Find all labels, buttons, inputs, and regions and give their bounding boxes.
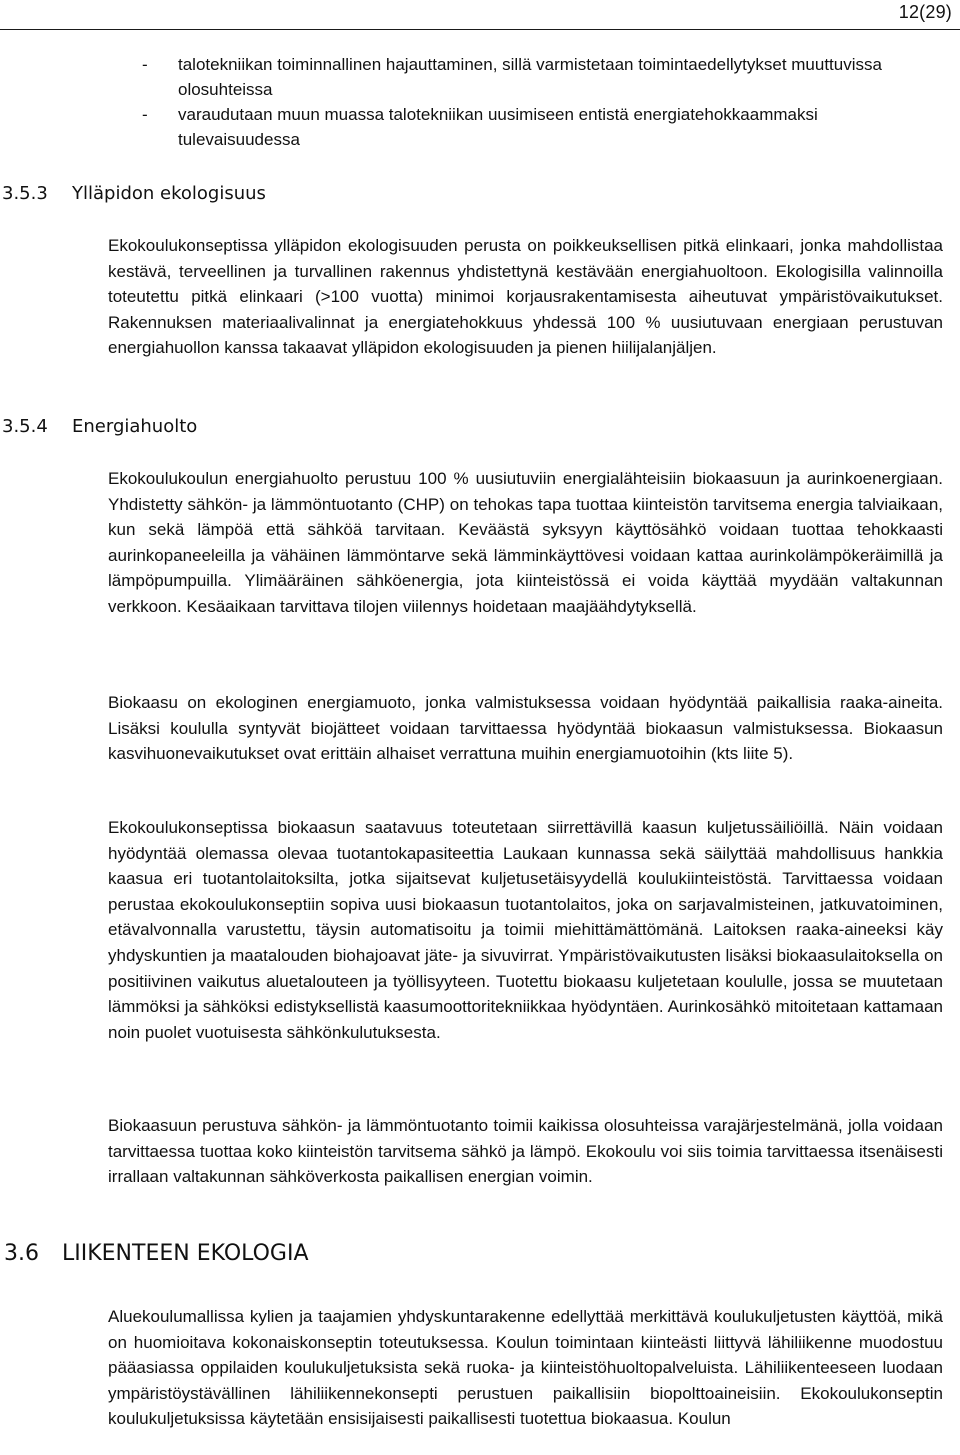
paragraph: Biokaasu on ekologinen energiamuoto, jonka valmistuksessa voidaan hyödyntää paikallisia raaka-aineita. Lisäksi koululla syntyvät biojätteet voidaan tarvittaessa hyödyntää biokaasun valmistuksessa. Biokaasun kasvihuonevaikutukset ovat erittäin alhaiset verrattuna muihin energiamuotoihin (kts liite 5).	[108, 693, 943, 764]
section-number: 3.5.3	[2, 183, 48, 204]
page-number: 12(29)	[898, 2, 952, 22]
section-heading-3-6	[4, 1241, 309, 1266]
section-title: Ylläpidon ekologisuus	[72, 183, 266, 204]
header-rule	[0, 29, 960, 30]
paragraph: Biokaasuun perustuva sähkön- ja lämmöntuotanto toimii kaikissa olosuhteissa varajärjestelmänä, jolla voidaan tarvittaessa tuottaa koko kiinteistön tarvitsema sähkö ja lämpö. Ekokoulu voi siis toimia tarvittaessa itsenäisesti irrallaan valtakunnan sähköverkosta paikallisen energian voimin.	[108, 1116, 943, 1187]
paragraph: Aluekoulumallissa kylien ja taajamien yhdyskuntarakenne edellyttää merkittävä koulukuljetusten käyttöä, mikä on huomioitava kokonaiskonseptin toteutuksessa. Koulun toimintaan kiinteästi liittyvä lähiliikenne muodostuu pääasiassa oppilaiden koulukuljetuksista sekä ruoka- ja kiinteistöhuoltopalveluista. Lähiliikenteeseen luodaan ympäristöystävällinen lähiliikennekonsepti perustuen paikallisiin biopolttoaineisiin. Ekokoulukonseptin koulukuljetuksissa käytetään ensisijaisesti paikallisesti tuotettua biokaasua. Koulun	[108, 1307, 943, 1429]
bullet-text: varaudutaan muun muassa talotekniikan uusimiseen entistä energiatehokkaammaksi tulevaisuudessa	[178, 105, 818, 149]
bullet-item	[142, 52, 932, 102]
section-title: LIIKENTEEN EKOLOGIA	[62, 1241, 309, 1266]
bullet-text: talotekniikan toiminnallinen hajauttaminen, sillä varmistetaan toimintaedellytykset muuttuvissa olosuhteissa	[178, 55, 882, 99]
section-heading-3-5-4	[2, 416, 197, 437]
section-heading-3-5-3	[2, 183, 266, 204]
section-number: 3.6	[4, 1241, 39, 1266]
bullet-dash: -	[142, 105, 148, 124]
section-number: 3.5.4	[2, 416, 48, 437]
section-title: Energiahuolto	[72, 416, 198, 437]
bullet-dash: -	[142, 55, 148, 74]
bullet-list	[142, 52, 932, 152]
bullet-item	[142, 102, 932, 152]
paragraph: Ekokoulukonseptissa biokaasun saatavuus toteutetaan siirrettävillä kaasun kuljetussäiliöillä. Näin voidaan hyödyntää olemassa olevaa tuotantokapasiteettia Laukaan kunnassa sekä säilyttää mahdollisuus hankkia kaasua eri tuotantolaitoksilta, jotka sijaitsevat kuljetusetäisyydellä koulukiinteistöstä. Tarvittaessa voidaan perustaa ekokoulukonseptiin sopiva uusi biokaasun tuotantolaitos, joka on sarjavalmisteinen, jatkuvatoiminen, etävalvonnalla varustettu, täysin automatisoitu ja toimii miehittämättömänä. Laitoksen raaka-aineeksi käy yhdyskuntien ja maatalouden biohajoavat jäte- ja sivuvirrat. Ympäristövaikutusten lisäksi biokaasulaitoksella on positiivinen vaikutus aluetalouteen ja työllisyyteen. Tuotettu biokaasu kuljetetaan koululle, jossa se muutetaan lämmöksi ja sähköksi edistyksellistä kaasumoottoritekniikkaa hyödyntäen. Aurinkosähkö mitoitetaan kattamaan noin puolet vuotuisesta sähkönkulutuksesta.	[108, 818, 943, 1042]
paragraph: Ekokoulukonseptissa ylläpidon ekologisuuden perusta on poikkeuksellisen pitkä elinkaari, jonka mahdollistaa kestävä, terveellinen ja turvallinen rakennus yhdistettynä kestävään energiahuoltoon. Ekologisilla valinnoilla toteutettu pitkä elinkaari (>100 vuotta) minimoi korjausrakentamisesta aiheutuvat ympäristövaikutukset. Rakennuksen materiaalivalinnat ja energiatehokkuus yhdessä 100 % uusiutuvaan energiaan perustuvan energiahuollon kanssa takaavat ylläpidon ekologisuuden ja pienen hiilijalanjäljen.	[108, 236, 943, 358]
paragraph: Ekokoulukoulun energiahuolto perustuu 100 % uusiutuviin energialähteisiin biokaasuun ja aurinkoenergiaan. Yhdistetty sähkön- ja lämmöntuotanto (CHP) on tehokas tapa tuottaa kiinteistön tarvitsema energia talviaikaan, kun sekä lämpöä että sähköä tarvitaan. Keväästä syksyyn käyttösähkö voidaan tuottaa tehokkaasti aurinkopaneeleilla ja vähäinen lämmöntarve sekä lämminkäyttövesi voidaan kattaa aurinkolämpökeräimillä ja lämpöpumpuilla. Ylimääräinen sähköenergia, jota kiinteistössä ei voida käyttää myydään valtakunnan verkkoon. Kesäaikaan tarvittava tilojen viilennys hoidetaan maajäähdytyksellä.	[108, 469, 943, 616]
